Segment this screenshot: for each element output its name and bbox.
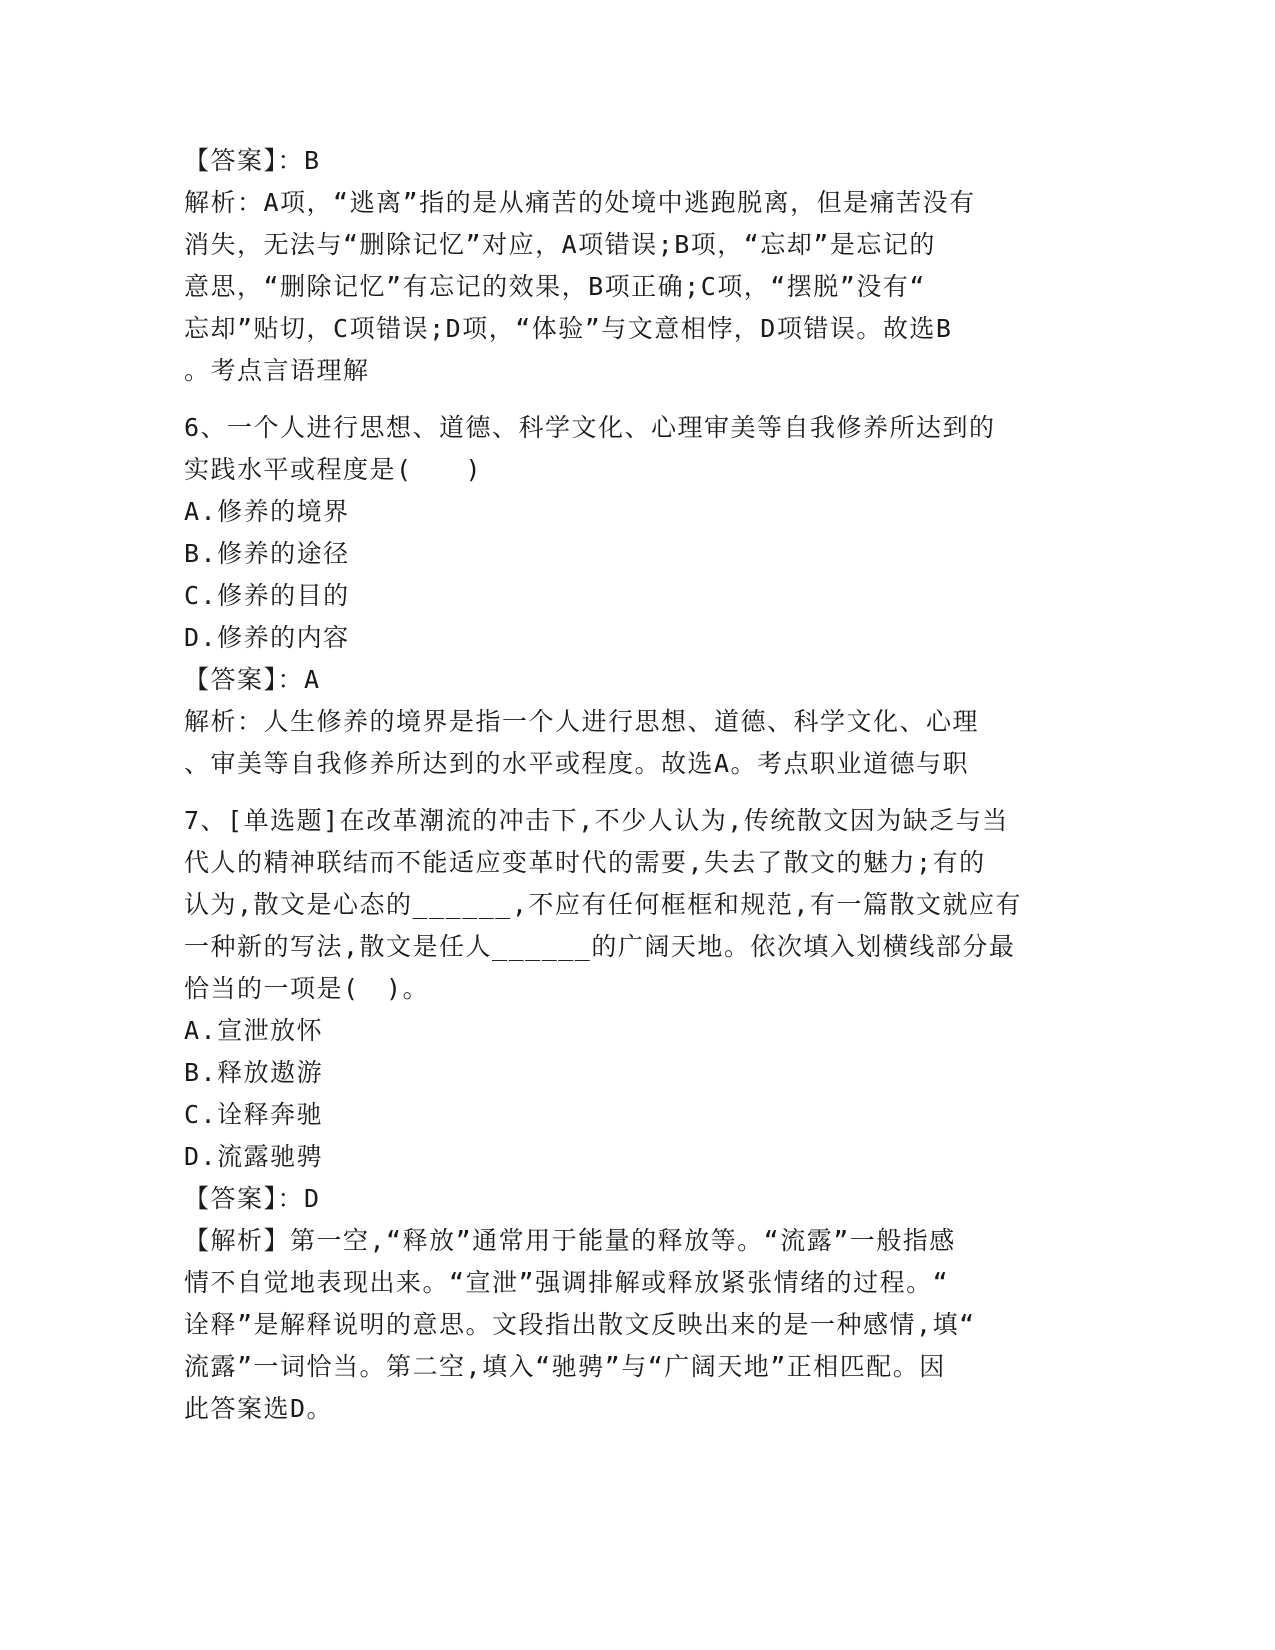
q6-stem-line: 6、一个人进行思想、道德、科学文化、心理审美等自我修养所达到的 xyxy=(184,413,996,442)
q7-option-b: B.释放遨游 xyxy=(184,1058,324,1087)
q6-option-c: C.修养的目的 xyxy=(184,581,350,610)
q7-analysis-line: 流露”一词恰当。第二空,填入“驰骋”与“广阔天地”正相匹配。因 xyxy=(184,1352,946,1381)
q6-answer: 【答案】：A xyxy=(184,665,321,694)
question-6 xyxy=(184,407,1084,785)
q5-answer-block xyxy=(184,140,1084,392)
q6-stem-line: 实践水平或程度是( ) xyxy=(184,455,483,484)
q5-analysis-line: 。考点言语理解 xyxy=(184,356,370,385)
q7-answer: 【答案】：D xyxy=(184,1184,321,1213)
q5-analysis-line: 消失，无法与“删除记忆”对应，A项错误;B项，“忘却”是忘记的 xyxy=(184,230,936,259)
q7-analysis-line: 此答案选D。 xyxy=(184,1394,334,1423)
question-7 xyxy=(184,800,1084,1430)
q7-analysis-line: 情不自觉地表现出来。“宣泄”强调排解或释放紧张情绪的过程。“ xyxy=(184,1268,950,1297)
q5-answer: 【答案】：B xyxy=(184,146,321,175)
q7-stem-line: 一种新的写法,散文是任人______的广阔天地。依次填入划横线部分最 xyxy=(184,932,1016,961)
q6-analysis-line: 、审美等自我修养所达到的水平或程度。故选A。考点职业道德与职 xyxy=(184,749,970,778)
q6-option-a: A.修养的境界 xyxy=(184,497,350,526)
q7-stem-line: 认为,散文是心态的______,不应有任何框框和规范,有一篇散文就应有 xyxy=(184,890,1022,919)
q5-analysis-line: 解析：A项，“逃离”指的是从痛苦的处境中逃跑脱离，但是痛苦没有 xyxy=(184,188,976,217)
q7-stem-line: 恰当的一项是( )。 xyxy=(184,974,430,1003)
q7-analysis-line: 【解析】第一空,“释放”通常用于能量的释放等。“流露”一般指感 xyxy=(184,1226,956,1255)
q6-option-b: B.修养的途径 xyxy=(184,539,350,568)
q7-option-a: A.宣泄放怀 xyxy=(184,1016,324,1045)
q7-option-d: D.流露驰骋 xyxy=(184,1142,324,1171)
q5-analysis-line: 意思，“删除记忆”有忘记的效果，B项正确;C项，“摆脱”没有“ xyxy=(184,272,926,301)
q5-analysis-line: 忘却”贴切，C项错误;D项，“体验”与文意相悖，D项错误。故选B xyxy=(184,314,953,343)
q6-option-d: D.修养的内容 xyxy=(184,623,350,652)
q7-analysis-line: 诠释”是解释说明的意思。文段指出散文反映出来的是一种感情,填“ xyxy=(184,1310,976,1339)
q6-analysis-line: 解析：人生修养的境界是指一个人进行思想、道德、科学文化、心理 xyxy=(184,707,980,736)
q7-stem-line: 代人的精神联结而不能适应变革时代的需要,失去了散文的魅力;有的 xyxy=(184,848,986,877)
q7-option-c: C.诠释奔驰 xyxy=(184,1100,324,1129)
q7-stem-line: 7、[单选题]在改革潮流的冲击下,不少人认为,传统散文因为缺乏与当 xyxy=(184,806,1009,835)
